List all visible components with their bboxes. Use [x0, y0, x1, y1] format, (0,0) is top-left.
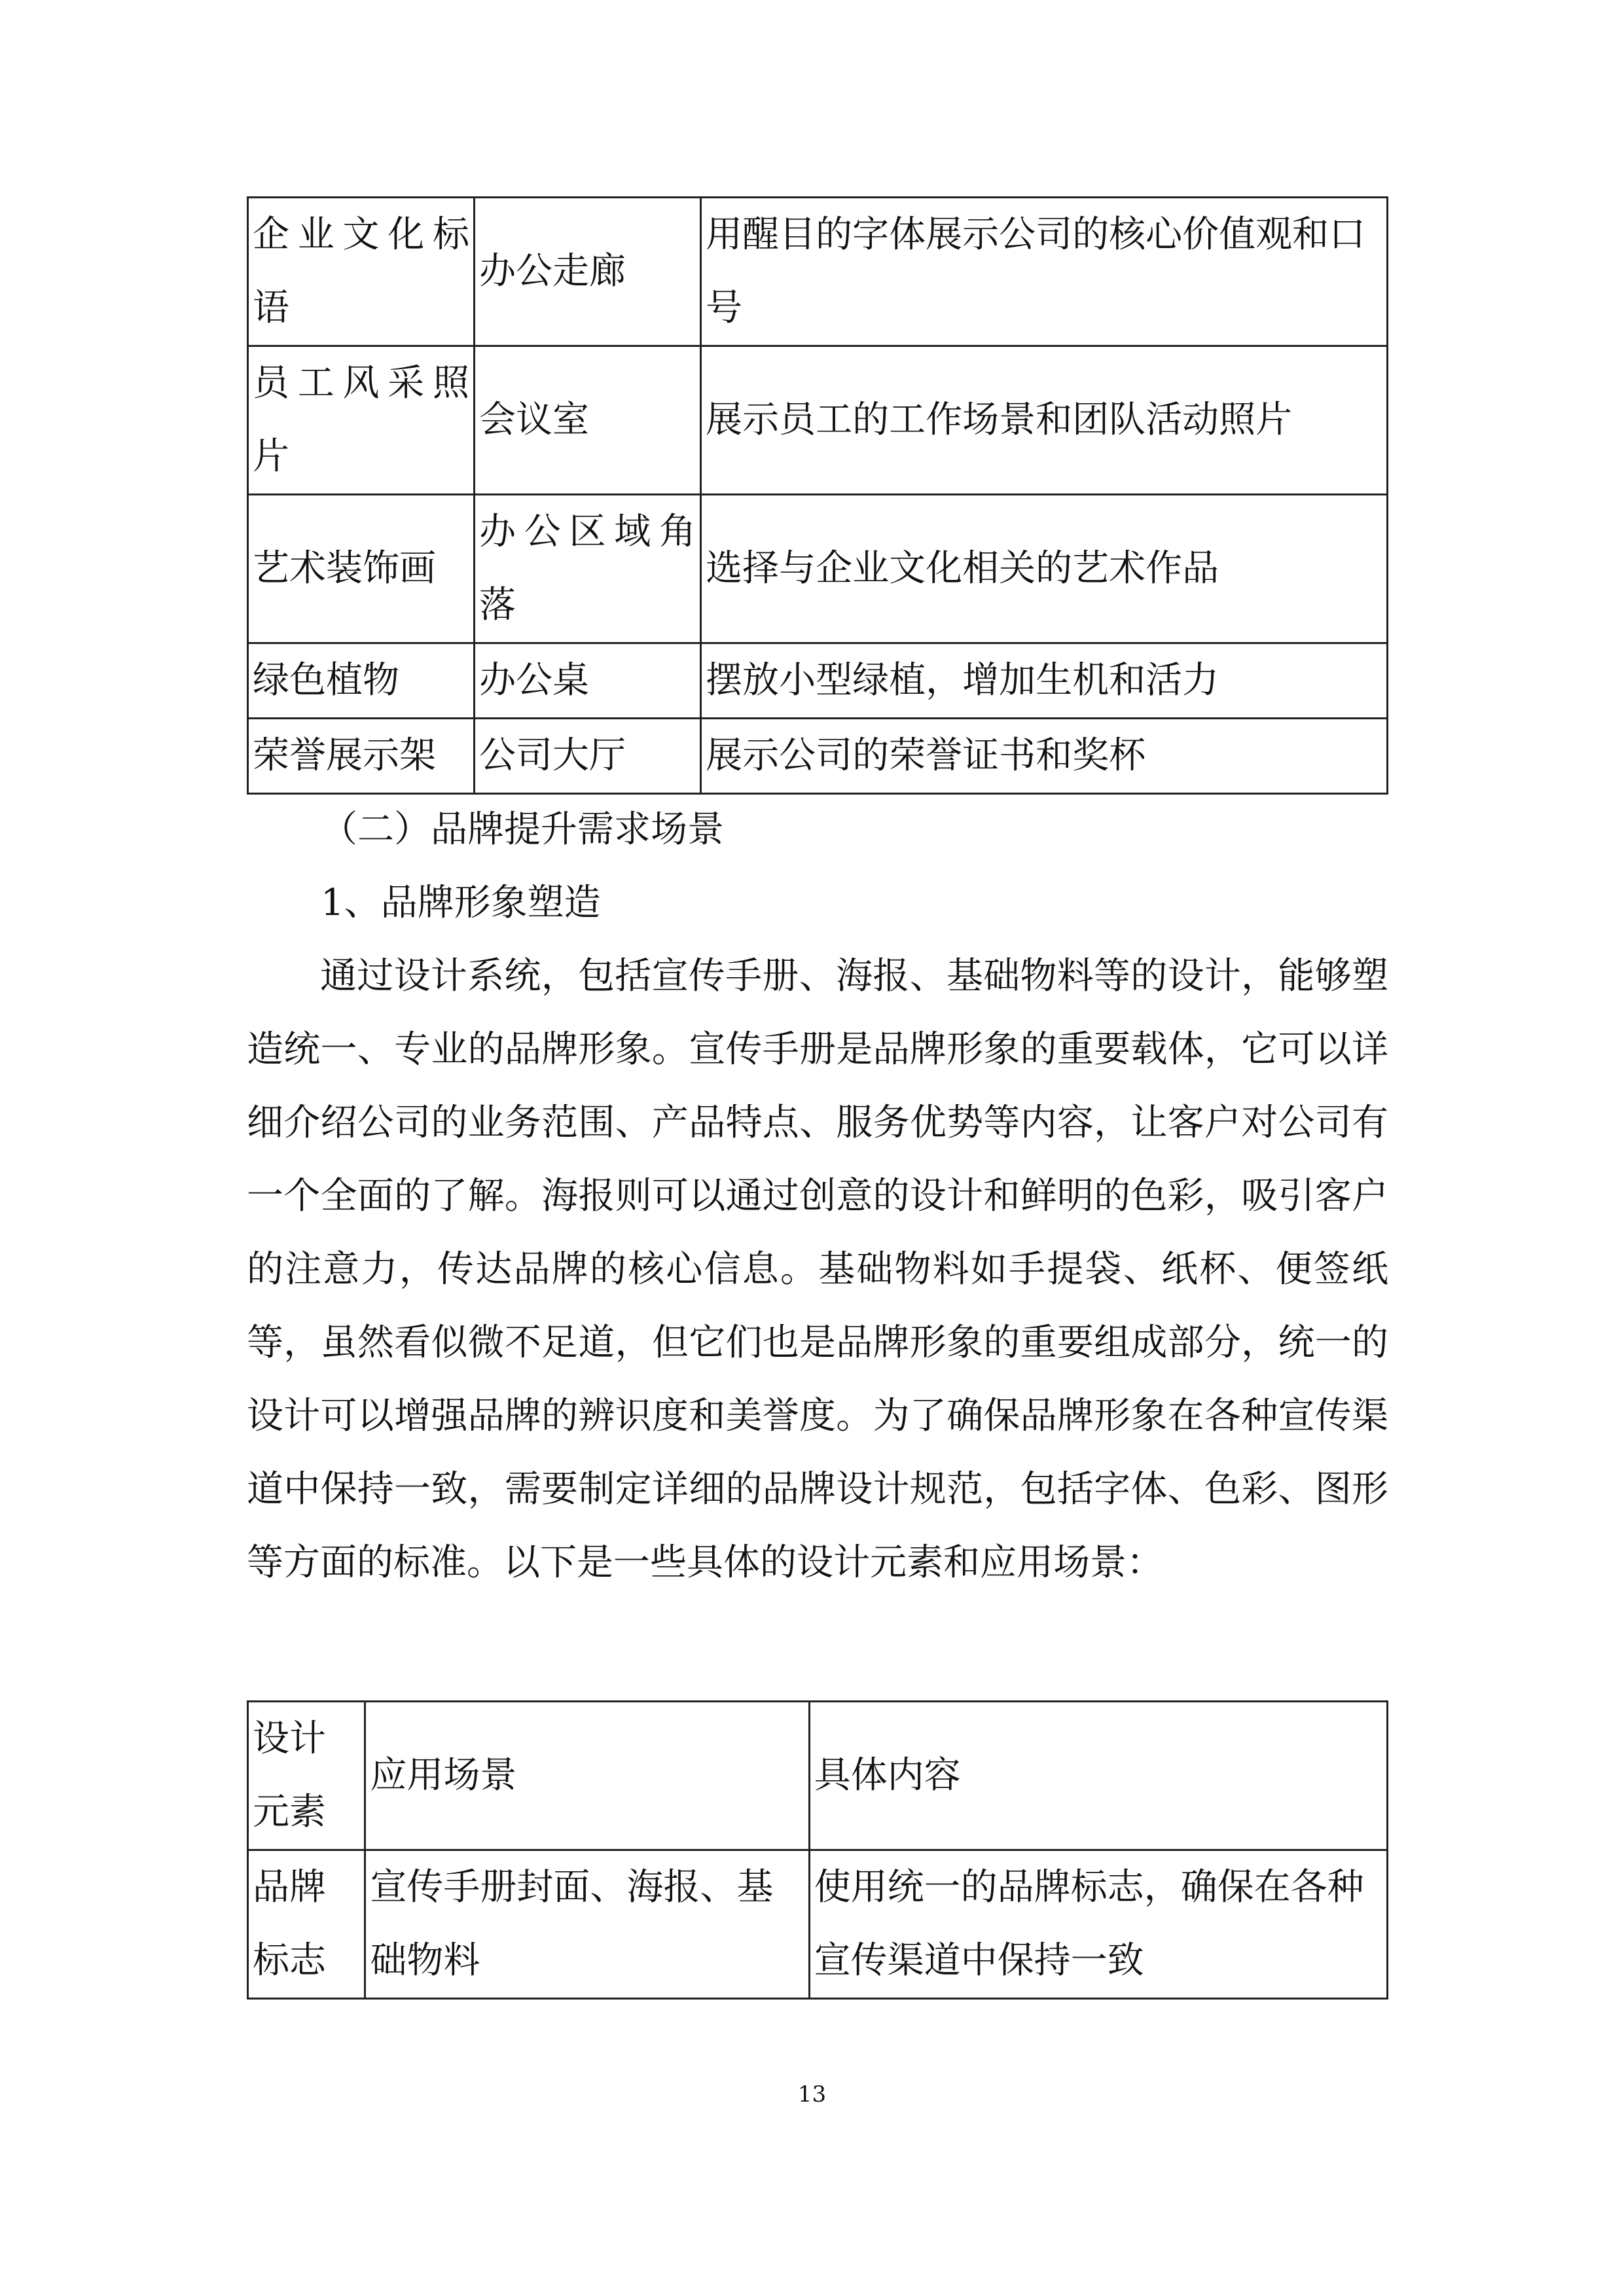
- table-row: [248, 1850, 1388, 1999]
- body-paragraph: 通过设计系统，包括宣传手册、海报、基础物料等的设计，能够塑造统一、专业的品牌形象。宣传手册是品牌形象的重要载体，它可以详细介绍公司的业务范围、产品特点、服务优势等内容，让客户对公司有一个全面的了解。海报则可以通过创意的设计和鲜明的色彩，吸引客户的注意力，传达品牌的核心信息。基础物料如手提袋、纸杯、便签纸等，虽然看似微不足道，但它们也是品牌形象的重要组成部分，统一的设计可以增强品牌的辨识度和美誉度。为了确保品牌形象在各种宣传渠道中保持一致，需要制定详细的品牌设计规范，包括字体、色彩、图形等方面的标准。以下是一些具体的设计元素和应用场景：: [247, 955, 1388, 1584]
- subsection-title: 1、品牌形象塑造: [321, 882, 601, 924]
- table-cell: 使用统一的品牌标志，确保在各种宣传渠道中保持一致: [809, 1850, 1387, 1999]
- table-header-cell: 应用场景: [365, 1702, 809, 1850]
- table-header-cell: 设计元素: [248, 1702, 365, 1850]
- table-cell: 办公桌: [475, 643, 701, 719]
- table-row: [248, 719, 1388, 794]
- table-cell: 展示公司的荣誉证书和奖杯: [701, 719, 1388, 794]
- table-cell: 摆放小型绿植，增加生机和活力: [701, 643, 1388, 719]
- table-row: [248, 346, 1388, 495]
- table-cell: 宣传手册封面、海报、基础物料: [365, 1850, 809, 1999]
- section-title: （二）品牌提升需求场景: [321, 808, 724, 851]
- table-cell: 公司大厅: [475, 719, 701, 794]
- table-header-row: [248, 1702, 1388, 1850]
- table-cell: 办公区域角落: [475, 495, 701, 643]
- table-cell: 员工风采照片: [248, 346, 475, 495]
- table-row: [248, 495, 1388, 643]
- table-cell: 品牌标志: [248, 1850, 365, 1999]
- table-cell: 绿色植物: [248, 643, 475, 719]
- table-cell: 荣誉展示架: [248, 719, 475, 794]
- table-cell: 企业文化标语: [248, 198, 475, 346]
- design-elements-table: [247, 1700, 1388, 2000]
- table-row: [248, 198, 1388, 346]
- table-row: [248, 643, 1388, 719]
- table-header-cell: 具体内容: [809, 1702, 1387, 1850]
- table-cell: 选择与企业文化相关的艺术作品: [701, 495, 1388, 643]
- table-cell: 用醒目的字体展示公司的核心价值观和口号: [701, 198, 1388, 346]
- table-cell: 艺术装饰画: [248, 495, 475, 643]
- page-number: 13: [797, 2081, 827, 2108]
- table-cell: 展示员工的工作场景和团队活动照片: [701, 346, 1388, 495]
- table-cell: 会议室: [475, 346, 701, 495]
- table-cell: 办公走廊: [475, 198, 701, 346]
- decoration-table: [247, 196, 1388, 795]
